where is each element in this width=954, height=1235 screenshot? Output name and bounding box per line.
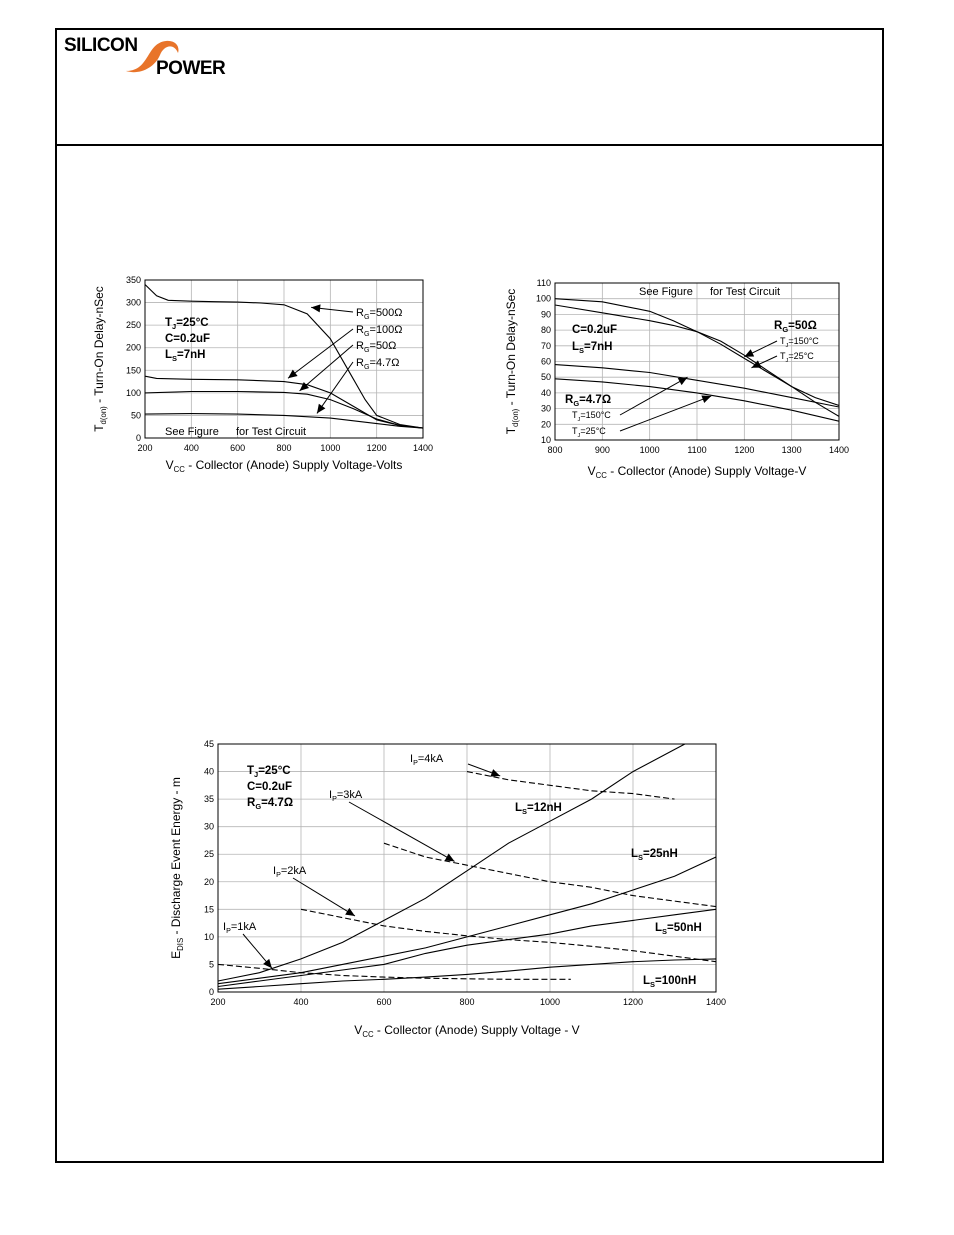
x-tick-label: 1000 xyxy=(539,997,561,1007)
footnote-text-2: for Test Circuit xyxy=(236,426,307,438)
y-tick-label: 80 xyxy=(540,325,551,336)
series-arrow-3-head xyxy=(701,396,711,403)
y-tick-label: 35 xyxy=(203,794,214,805)
series-label-3: $T_J=25^\circ C$ xyxy=(572,426,606,439)
y-tick-label: 60 xyxy=(540,356,551,367)
series-arrow-2 xyxy=(300,345,353,391)
x-tick-label: 400 xyxy=(183,443,199,453)
turn-on-delay-vs-rg-chart xyxy=(90,272,434,482)
y-tick-label: 350 xyxy=(125,275,141,285)
footnote-text-1: See Figure xyxy=(639,286,693,298)
header-divider xyxy=(55,144,884,146)
x-tick-label: 200 xyxy=(137,443,153,453)
series-arrow-3 xyxy=(620,396,711,431)
condition-label: $T_J=25^\circ C$ xyxy=(247,765,291,779)
x-tick-label: 1000 xyxy=(639,445,660,455)
x-tick-label: 1400 xyxy=(705,997,727,1007)
x-tick-label: 1400 xyxy=(828,445,850,455)
x-tick-label: 800 xyxy=(547,445,563,455)
series-label-1: $L_S=25nH$ xyxy=(631,848,678,862)
y-axis-label: $E_{DIS}$ - Discharge Event Energy - m xyxy=(169,777,185,959)
x-axis-label: $V_{CC}$ - Collector (Anode) Supply Voltage-V xyxy=(587,464,807,480)
series-arrow-3 xyxy=(317,362,353,413)
logo-line-2: POWER xyxy=(156,58,226,79)
series-arrow-2-head xyxy=(678,377,688,385)
series-label-2: $R_G=50\Omega$ xyxy=(356,340,397,354)
series-label-4: $I_P=1kA$ xyxy=(223,921,257,935)
footnote-text-2: for Test Circuit xyxy=(710,286,781,298)
condition-label: C=0.2uF xyxy=(165,333,211,345)
series-arrow-2-head xyxy=(300,382,309,391)
y-tick-label: 150 xyxy=(125,365,141,376)
y-tick-label: 30 xyxy=(203,821,214,832)
series-label-5: $I_P=2kA$ xyxy=(273,865,307,879)
y-tick-label: 15 xyxy=(203,904,214,915)
series-label-3: $L_S=100nH$ xyxy=(643,975,697,989)
group-label-rg50: $R_G=50\Omega$ xyxy=(774,320,817,334)
y-axis-label: $T_{d(on)}$ - Turn-On Delay-nSec xyxy=(504,288,520,435)
series-arrow-7-head xyxy=(490,769,500,776)
x-tick-label: 1000 xyxy=(320,443,341,453)
series-label-3: $R_G=4.7\Omega$ xyxy=(356,357,400,371)
discharge-energy-chart xyxy=(165,736,745,1046)
y-tick-label: 100 xyxy=(125,387,141,398)
series-label-1: $R_G=100\Omega$ xyxy=(356,324,403,338)
x-tick-label: 900 xyxy=(594,445,610,455)
series-arrow-4-head xyxy=(263,959,272,968)
x-tick-label: 1200 xyxy=(622,997,644,1007)
y-tick-label: 100 xyxy=(535,293,551,304)
y-tick-label: 40 xyxy=(540,387,551,398)
footnote-text-1: See Figure xyxy=(165,426,219,438)
series-arrow-6-head xyxy=(445,853,455,861)
y-tick-label: 50 xyxy=(540,372,551,383)
y-tick-label: 0 xyxy=(208,987,214,997)
turn-on-delay-vs-temperature-chart xyxy=(498,272,848,487)
y-tick-label: 250 xyxy=(125,320,141,331)
y-tick-label: 30 xyxy=(540,403,551,414)
series-arrow-3-head xyxy=(317,404,325,414)
series-label-7: $I_P=4kA$ xyxy=(410,753,444,767)
y-tick-label: 25 xyxy=(203,849,214,860)
group-label-rg4-7: $R_G=4.7\Omega$ xyxy=(565,394,612,408)
series-arrow-6 xyxy=(349,802,455,861)
x-tick-label: 1200 xyxy=(366,443,387,453)
series-label-0: $T_J=150^\circ C$ xyxy=(780,336,819,349)
y-tick-label: 10 xyxy=(540,435,551,445)
series-arrow-1-head xyxy=(288,370,298,379)
series-label-0: $L_S=12nH$ xyxy=(515,802,562,816)
y-tick-label: 10 xyxy=(203,931,214,942)
y-tick-label: 50 xyxy=(130,410,141,421)
x-tick-label: 600 xyxy=(230,443,246,453)
series-arrow-5 xyxy=(293,878,355,916)
y-tick-label: 110 xyxy=(536,278,551,288)
series-label-2: $L_S=50nH$ xyxy=(655,922,702,936)
x-tick-label: 1200 xyxy=(734,445,755,455)
x-tick-label: 1300 xyxy=(781,445,802,455)
y-tick-label: 0 xyxy=(135,433,141,443)
series-label-1: $T_J=25^\circ C$ xyxy=(780,351,814,364)
x-tick-label: 800 xyxy=(276,443,292,453)
x-tick-label: 800 xyxy=(459,997,475,1007)
series-label-6: $I_P=3kA$ xyxy=(329,789,363,803)
x-axis-label: $V_{CC}$ - Collector (Anode) Supply Voltage-Volts xyxy=(165,458,403,474)
series-label-0: $R_G=500\Omega$ xyxy=(356,307,403,321)
silicon-power-logo xyxy=(62,33,242,83)
y-tick-label: 90 xyxy=(540,309,551,320)
y-tick-label: 45 xyxy=(203,739,214,749)
x-tick-label: 200 xyxy=(210,997,226,1007)
logo-line-1: SILICON xyxy=(64,35,138,56)
y-tick-label: 300 xyxy=(125,297,141,308)
y-tick-label: 20 xyxy=(203,876,214,887)
y-tick-label: 200 xyxy=(125,342,141,353)
y-axis-label: $T_{d(on)}$ - Turn-On Delay-nSec xyxy=(92,286,108,432)
condition-label: $T_J=25^\circ C$ xyxy=(165,317,209,331)
x-tick-label: 400 xyxy=(293,997,309,1007)
x-tick-label: 1100 xyxy=(687,445,707,455)
x-tick-label: 1400 xyxy=(412,443,434,453)
y-tick-label: 40 xyxy=(203,766,214,777)
condition-label: $L_S=7nH$ xyxy=(165,349,206,363)
x-axis-label: $V_{CC}$ - Collector (Anode) Supply Voltage - V xyxy=(354,1023,580,1039)
x-tick-label: 600 xyxy=(376,997,392,1007)
condition-label: $L_S=7nH$ xyxy=(572,341,613,355)
condition-label: $R_G=4.7\Omega$ xyxy=(247,797,294,811)
condition-label: C=0.2uF xyxy=(247,781,293,793)
y-tick-label: 5 xyxy=(208,959,214,970)
y-tick-label: 20 xyxy=(540,419,551,430)
series-label-2: $T_J=150^\circ C$ xyxy=(572,410,611,423)
series-arrow-0-head xyxy=(311,304,320,312)
condition-label: C=0.2uF xyxy=(572,324,618,336)
y-tick-label: 70 xyxy=(540,340,551,351)
